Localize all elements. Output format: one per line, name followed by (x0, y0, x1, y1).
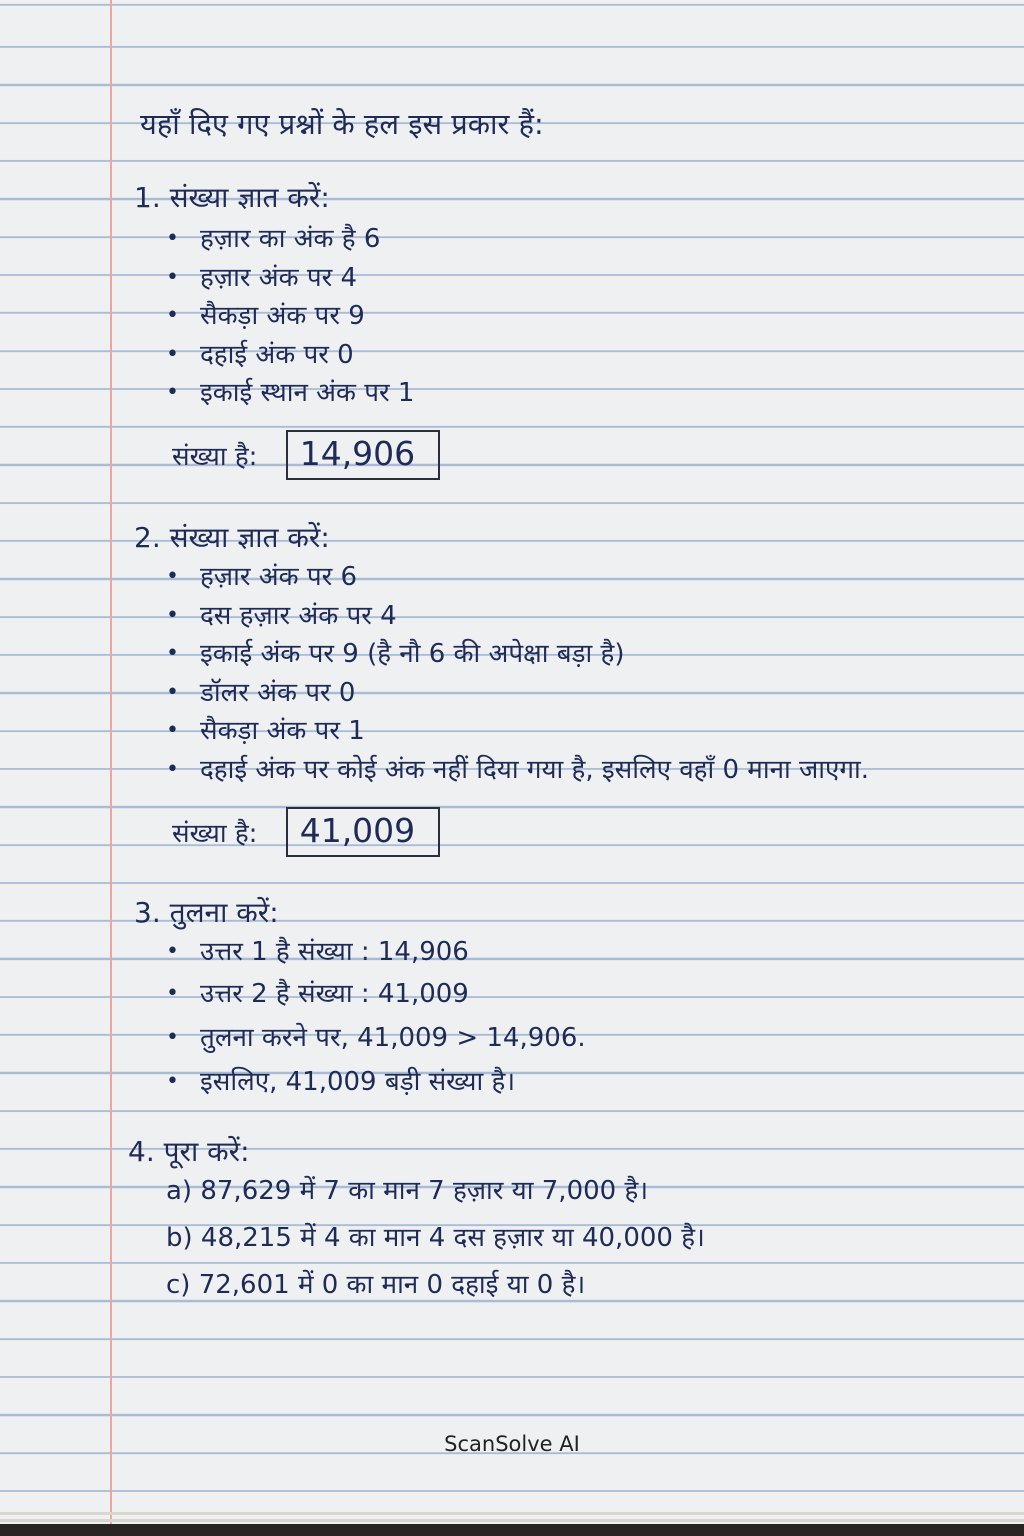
q1-title: 1. संख्या ज्ञात करें: (134, 181, 330, 214)
q2-answer-box: 41,009 (286, 807, 440, 857)
q1-answer-row (172, 430, 440, 480)
q2-title: 2. संख्या ज्ञात करें: (134, 521, 330, 554)
q2-answer-row (172, 807, 440, 857)
page-stack-edge (0, 1512, 1024, 1515)
q4-title: 4. पूरा करें: (128, 1135, 250, 1168)
list-item: • दहाई अंक पर कोई अंक नहीं दिया गया है, इसलिए वहाँ 0 माना जाएगा. (166, 751, 869, 790)
list-item: • दहाई अंक पर 0 (166, 336, 414, 375)
list-item: c) 72,601 में 0 का मान 0 दहाई या 0 है। (166, 1270, 586, 1300)
page-stack-edge (0, 1519, 1024, 1522)
list-item: • हज़ार का अंक है 6 (166, 220, 414, 259)
q3-title: 3. तुलना करें: (134, 896, 279, 929)
list-item: • इकाई अंक पर 9 (है नौ 6 की अपेक्षा बड़ा है) (166, 635, 869, 674)
q2-list (166, 558, 869, 790)
list-item: • सैकड़ा अंक पर 9 (166, 297, 414, 336)
list-item: a) 87,629 में 7 का मान 7 हज़ार या 7,000 है। (166, 1176, 649, 1206)
list-item: • हज़ार अंक पर 4 (166, 259, 414, 298)
list-item: b) 48,215 में 4 का मान 4 दस हज़ार या 40,000 है। (166, 1223, 705, 1253)
q4-list (166, 1168, 705, 1309)
list-item: • तुलना करने पर, 41,009 > 14,906. (166, 1016, 586, 1060)
q2-answer-label: संख्या है: (172, 819, 258, 849)
list-item: • हज़ार अंक पर 6 (166, 558, 869, 597)
list-item: • इसलिए, 41,009 बड़ी संख्या है। (166, 1060, 586, 1104)
q1-answer-label: संख्या है: (172, 442, 258, 472)
list-item: • डॉलर अंक पर 0 (166, 674, 869, 713)
page-heading: यहाँ दिए गए प्रश्नों के हल इस प्रकार हैं: (140, 107, 544, 141)
list-item: • दस हज़ार अंक पर 4 (166, 597, 869, 636)
list-item: • उत्तर 1 है संख्या : 14,906 (166, 932, 586, 972)
list-item: • सैकड़ा अंक पर 1 (166, 712, 869, 751)
margin-line (110, 0, 112, 1524)
q3-list (166, 932, 586, 1104)
list-item: • उत्तर 2 है संख्या : 41,009 (166, 972, 586, 1016)
footer-brand: ScanSolve AI (444, 1432, 580, 1456)
list-item: • इकाई स्थान अंक पर 1 (166, 374, 414, 413)
q1-answer-box: 14,906 (286, 430, 440, 480)
q1-list (166, 220, 414, 413)
